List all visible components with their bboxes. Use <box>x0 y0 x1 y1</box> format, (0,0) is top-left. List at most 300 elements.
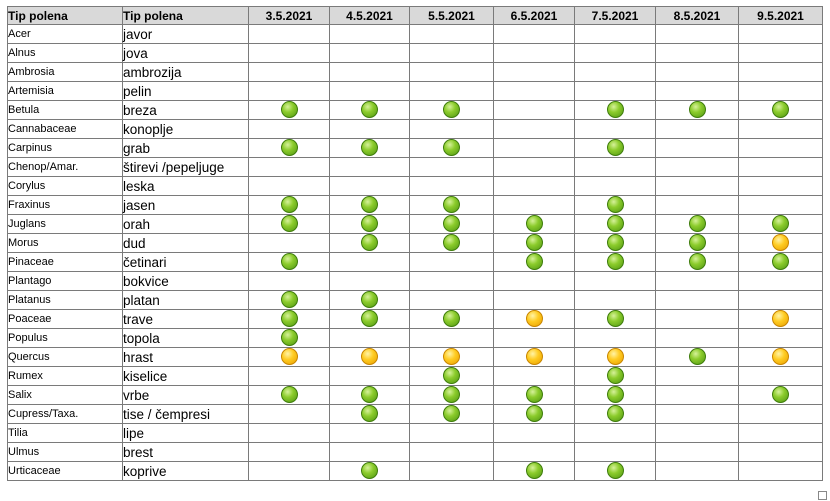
local-name-cell: orah <box>123 215 249 234</box>
table-row <box>8 386 823 405</box>
level-cell <box>656 424 739 443</box>
level-cell <box>249 234 330 253</box>
table-row <box>8 82 823 101</box>
table-row <box>8 25 823 44</box>
level-cell <box>494 424 575 443</box>
level-cell <box>575 329 656 348</box>
level-cell <box>739 196 823 215</box>
table-row <box>8 215 823 234</box>
level-cell <box>494 443 575 462</box>
latin-name-cell: Salix <box>8 386 123 405</box>
level-cell <box>330 272 410 291</box>
level-cell <box>410 101 494 120</box>
green-level-dot-icon <box>689 253 706 270</box>
green-level-dot-icon <box>361 101 378 118</box>
level-cell <box>410 272 494 291</box>
yellow-level-dot-icon <box>772 348 789 365</box>
local-name-cell: pelin <box>123 82 249 101</box>
latin-name-cell: Rumex <box>8 367 123 386</box>
green-level-dot-icon <box>607 215 624 232</box>
level-cell <box>330 158 410 177</box>
green-level-dot-icon <box>772 253 789 270</box>
level-cell <box>494 215 575 234</box>
level-cell <box>739 44 823 63</box>
level-cell <box>739 158 823 177</box>
level-cell <box>739 120 823 139</box>
level-cell <box>575 405 656 424</box>
table-row <box>8 405 823 424</box>
local-name-cell: tise / čempresi <box>123 405 249 424</box>
level-cell <box>739 310 823 329</box>
level-cell <box>330 25 410 44</box>
header-local: Tip polena <box>123 7 249 25</box>
level-cell <box>739 253 823 272</box>
green-level-dot-icon <box>607 139 624 156</box>
table-row <box>8 424 823 443</box>
header-date: 3.5.2021 <box>249 7 330 25</box>
level-cell <box>494 253 575 272</box>
table-row <box>8 158 823 177</box>
level-cell <box>494 367 575 386</box>
latin-name-cell: Platanus <box>8 291 123 310</box>
level-cell <box>656 310 739 329</box>
latin-name-cell: Betula <box>8 101 123 120</box>
level-cell <box>410 139 494 158</box>
level-cell <box>656 348 739 367</box>
header-date: 8.5.2021 <box>656 7 739 25</box>
level-cell <box>494 158 575 177</box>
table-row <box>8 253 823 272</box>
level-cell <box>330 367 410 386</box>
yellow-level-dot-icon <box>772 234 789 251</box>
latin-name-cell: Chenop/Amar. <box>8 158 123 177</box>
level-cell <box>410 120 494 139</box>
local-name-cell: brest <box>123 443 249 462</box>
local-name-cell: jasen <box>123 196 249 215</box>
latin-name-cell: Alnus <box>8 44 123 63</box>
level-cell <box>656 44 739 63</box>
level-cell <box>249 348 330 367</box>
level-cell <box>410 253 494 272</box>
level-cell <box>330 462 410 481</box>
level-cell <box>249 386 330 405</box>
local-name-cell: jova <box>123 44 249 63</box>
table-row <box>8 120 823 139</box>
latin-name-cell: Tilia <box>8 424 123 443</box>
local-name-cell: grab <box>123 139 249 158</box>
level-cell <box>249 424 330 443</box>
level-cell <box>575 443 656 462</box>
green-level-dot-icon <box>607 253 624 270</box>
level-cell <box>330 424 410 443</box>
level-cell <box>494 272 575 291</box>
level-cell <box>330 253 410 272</box>
level-cell <box>249 367 330 386</box>
yellow-level-dot-icon <box>361 348 378 365</box>
level-cell <box>410 82 494 101</box>
local-name-cell: leska <box>123 177 249 196</box>
level-cell <box>410 177 494 196</box>
level-cell <box>249 101 330 120</box>
local-name-cell: bokvice <box>123 272 249 291</box>
yellow-level-dot-icon <box>526 310 543 327</box>
green-level-dot-icon <box>607 101 624 118</box>
level-cell <box>249 44 330 63</box>
green-level-dot-icon <box>281 215 298 232</box>
level-cell <box>575 386 656 405</box>
level-cell <box>410 462 494 481</box>
green-level-dot-icon <box>526 462 543 479</box>
latin-name-cell: Plantago <box>8 272 123 291</box>
level-cell <box>249 253 330 272</box>
level-cell <box>494 310 575 329</box>
level-cell <box>656 462 739 481</box>
green-level-dot-icon <box>607 310 624 327</box>
green-level-dot-icon <box>361 234 378 251</box>
local-name-cell: koprive <box>123 462 249 481</box>
green-level-dot-icon <box>526 215 543 232</box>
yellow-level-dot-icon <box>443 348 460 365</box>
green-level-dot-icon <box>361 291 378 308</box>
level-cell <box>494 120 575 139</box>
level-cell <box>575 310 656 329</box>
level-cell <box>494 63 575 82</box>
level-cell <box>330 196 410 215</box>
level-cell <box>249 139 330 158</box>
level-cell <box>656 367 739 386</box>
level-cell <box>410 348 494 367</box>
local-name-cell: konoplje <box>123 120 249 139</box>
level-cell <box>575 253 656 272</box>
level-cell <box>739 139 823 158</box>
green-level-dot-icon <box>361 405 378 422</box>
level-cell <box>410 158 494 177</box>
level-cell <box>575 234 656 253</box>
local-name-cell: kiselice <box>123 367 249 386</box>
table-row <box>8 196 823 215</box>
level-cell <box>575 215 656 234</box>
level-cell <box>575 63 656 82</box>
green-level-dot-icon <box>443 234 460 251</box>
level-cell <box>330 234 410 253</box>
green-level-dot-icon <box>526 405 543 422</box>
level-cell <box>330 386 410 405</box>
level-cell <box>410 196 494 215</box>
green-level-dot-icon <box>361 139 378 156</box>
level-cell <box>575 424 656 443</box>
green-level-dot-icon <box>443 310 460 327</box>
local-name-cell: platan <box>123 291 249 310</box>
level-cell <box>494 139 575 158</box>
latin-name-cell: Pinaceae <box>8 253 123 272</box>
level-cell <box>656 63 739 82</box>
level-cell <box>494 291 575 310</box>
level-cell <box>494 44 575 63</box>
table-row <box>8 443 823 462</box>
level-cell <box>249 310 330 329</box>
level-cell <box>410 25 494 44</box>
level-cell <box>656 177 739 196</box>
green-level-dot-icon <box>607 462 624 479</box>
level-cell <box>656 196 739 215</box>
level-cell <box>656 101 739 120</box>
green-level-dot-icon <box>772 386 789 403</box>
level-cell <box>575 101 656 120</box>
level-cell <box>575 158 656 177</box>
level-cell <box>249 272 330 291</box>
level-cell <box>330 44 410 63</box>
header-date: 5.5.2021 <box>410 7 494 25</box>
green-level-dot-icon <box>361 310 378 327</box>
green-level-dot-icon <box>281 291 298 308</box>
level-cell <box>330 310 410 329</box>
green-level-dot-icon <box>607 367 624 384</box>
green-level-dot-icon <box>526 253 543 270</box>
header-date: 7.5.2021 <box>575 7 656 25</box>
green-level-dot-icon <box>443 405 460 422</box>
level-cell <box>656 215 739 234</box>
latin-name-cell: Carpinus <box>8 139 123 158</box>
green-level-dot-icon <box>689 234 706 251</box>
green-level-dot-icon <box>443 367 460 384</box>
level-cell <box>494 101 575 120</box>
level-cell <box>249 120 330 139</box>
level-cell <box>656 139 739 158</box>
green-level-dot-icon <box>443 101 460 118</box>
level-cell <box>249 291 330 310</box>
green-level-dot-icon <box>443 386 460 403</box>
green-level-dot-icon <box>689 215 706 232</box>
level-cell <box>330 405 410 424</box>
table-row <box>8 329 823 348</box>
level-cell <box>330 139 410 158</box>
level-cell <box>410 291 494 310</box>
level-cell <box>410 310 494 329</box>
green-level-dot-icon <box>361 386 378 403</box>
table-row <box>8 291 823 310</box>
level-cell <box>410 63 494 82</box>
level-cell <box>575 462 656 481</box>
level-cell <box>575 177 656 196</box>
green-level-dot-icon <box>443 139 460 156</box>
level-cell <box>656 386 739 405</box>
level-cell <box>656 158 739 177</box>
table-row <box>8 234 823 253</box>
level-cell <box>249 158 330 177</box>
level-cell <box>330 443 410 462</box>
yellow-level-dot-icon <box>772 310 789 327</box>
table-row <box>8 272 823 291</box>
level-cell <box>410 386 494 405</box>
level-cell <box>739 348 823 367</box>
level-cell <box>656 120 739 139</box>
header-row <box>8 7 823 25</box>
local-name-cell: vrbe <box>123 386 249 405</box>
green-level-dot-icon <box>443 196 460 213</box>
local-name-cell: lipe <box>123 424 249 443</box>
level-cell <box>330 291 410 310</box>
level-cell <box>739 424 823 443</box>
level-cell <box>249 196 330 215</box>
local-name-cell: dud <box>123 234 249 253</box>
green-level-dot-icon <box>526 234 543 251</box>
level-cell <box>494 82 575 101</box>
level-cell <box>410 215 494 234</box>
green-level-dot-icon <box>689 101 706 118</box>
local-name-cell: hrast <box>123 348 249 367</box>
level-cell <box>656 253 739 272</box>
latin-name-cell: Fraxinus <box>8 196 123 215</box>
green-level-dot-icon <box>526 386 543 403</box>
latin-name-cell: Ulmus <box>8 443 123 462</box>
table-row <box>8 462 823 481</box>
local-name-cell: javor <box>123 25 249 44</box>
level-cell <box>330 120 410 139</box>
level-cell <box>330 329 410 348</box>
green-level-dot-icon <box>772 101 789 118</box>
local-name-cell: topola <box>123 329 249 348</box>
green-level-dot-icon <box>607 386 624 403</box>
level-cell <box>739 367 823 386</box>
latin-name-cell: Cannabaceae <box>8 120 123 139</box>
latin-name-cell: Cupress/Taxa. <box>8 405 123 424</box>
level-cell <box>656 234 739 253</box>
level-cell <box>575 44 656 63</box>
level-cell <box>656 272 739 291</box>
level-cell <box>330 348 410 367</box>
level-cell <box>656 291 739 310</box>
level-cell <box>656 25 739 44</box>
table-row <box>8 367 823 386</box>
level-cell <box>739 443 823 462</box>
header-date: 4.5.2021 <box>330 7 410 25</box>
level-cell <box>575 25 656 44</box>
level-cell <box>494 234 575 253</box>
yellow-level-dot-icon <box>526 348 543 365</box>
level-cell <box>410 44 494 63</box>
green-level-dot-icon <box>443 215 460 232</box>
level-cell <box>330 82 410 101</box>
latin-name-cell: Acer <box>8 25 123 44</box>
yellow-level-dot-icon <box>281 348 298 365</box>
level-cell <box>494 348 575 367</box>
green-level-dot-icon <box>281 329 298 346</box>
level-cell <box>656 405 739 424</box>
green-level-dot-icon <box>281 253 298 270</box>
level-cell <box>249 462 330 481</box>
header-date: 6.5.2021 <box>494 7 575 25</box>
level-cell <box>330 101 410 120</box>
level-cell <box>575 120 656 139</box>
latin-name-cell: Artemisia <box>8 82 123 101</box>
level-cell <box>739 25 823 44</box>
green-level-dot-icon <box>281 139 298 156</box>
level-cell <box>575 291 656 310</box>
green-level-dot-icon <box>689 348 706 365</box>
level-cell <box>249 82 330 101</box>
green-level-dot-icon <box>607 234 624 251</box>
table-row <box>8 63 823 82</box>
table-row <box>8 101 823 120</box>
level-cell <box>330 215 410 234</box>
resize-handle[interactable] <box>818 491 827 500</box>
level-cell <box>739 462 823 481</box>
green-level-dot-icon <box>281 386 298 403</box>
latin-name-cell: Urticaceae <box>8 462 123 481</box>
local-name-cell: trave <box>123 310 249 329</box>
level-cell <box>494 462 575 481</box>
level-cell <box>249 215 330 234</box>
level-cell <box>575 139 656 158</box>
green-level-dot-icon <box>361 215 378 232</box>
green-level-dot-icon <box>281 101 298 118</box>
level-cell <box>249 405 330 424</box>
level-cell <box>410 405 494 424</box>
level-cell <box>739 272 823 291</box>
level-cell <box>249 25 330 44</box>
level-cell <box>656 443 739 462</box>
level-cell <box>656 329 739 348</box>
level-cell <box>249 329 330 348</box>
green-level-dot-icon <box>607 405 624 422</box>
latin-name-cell: Corylus <box>8 177 123 196</box>
level-cell <box>494 386 575 405</box>
header-latin: Tip polena <box>8 7 123 25</box>
level-cell <box>410 443 494 462</box>
level-cell <box>249 443 330 462</box>
level-cell <box>494 196 575 215</box>
green-level-dot-icon <box>361 462 378 479</box>
yellow-level-dot-icon <box>607 348 624 365</box>
level-cell <box>575 82 656 101</box>
local-name-cell: četinari <box>123 253 249 272</box>
level-cell <box>494 405 575 424</box>
level-cell <box>410 367 494 386</box>
local-name-cell: ambrozija <box>123 63 249 82</box>
green-level-dot-icon <box>772 215 789 232</box>
level-cell <box>330 63 410 82</box>
level-cell <box>410 424 494 443</box>
level-cell <box>575 348 656 367</box>
green-level-dot-icon <box>607 196 624 213</box>
level-cell <box>494 177 575 196</box>
local-name-cell: breza <box>123 101 249 120</box>
level-cell <box>575 367 656 386</box>
table-row <box>8 44 823 63</box>
level-cell <box>249 63 330 82</box>
level-cell <box>739 234 823 253</box>
pollen-table <box>7 6 823 481</box>
latin-name-cell: Poaceae <box>8 310 123 329</box>
level-cell <box>494 25 575 44</box>
latin-name-cell: Morus <box>8 234 123 253</box>
green-level-dot-icon <box>281 196 298 213</box>
level-cell <box>739 82 823 101</box>
level-cell <box>739 177 823 196</box>
header-date: 9.5.2021 <box>739 7 823 25</box>
level-cell <box>575 196 656 215</box>
level-cell <box>739 386 823 405</box>
table-row <box>8 310 823 329</box>
level-cell <box>739 215 823 234</box>
green-level-dot-icon <box>361 196 378 213</box>
level-cell <box>656 82 739 101</box>
level-cell <box>249 177 330 196</box>
table-row <box>8 139 823 158</box>
level-cell <box>410 329 494 348</box>
level-cell <box>739 101 823 120</box>
latin-name-cell: Populus <box>8 329 123 348</box>
